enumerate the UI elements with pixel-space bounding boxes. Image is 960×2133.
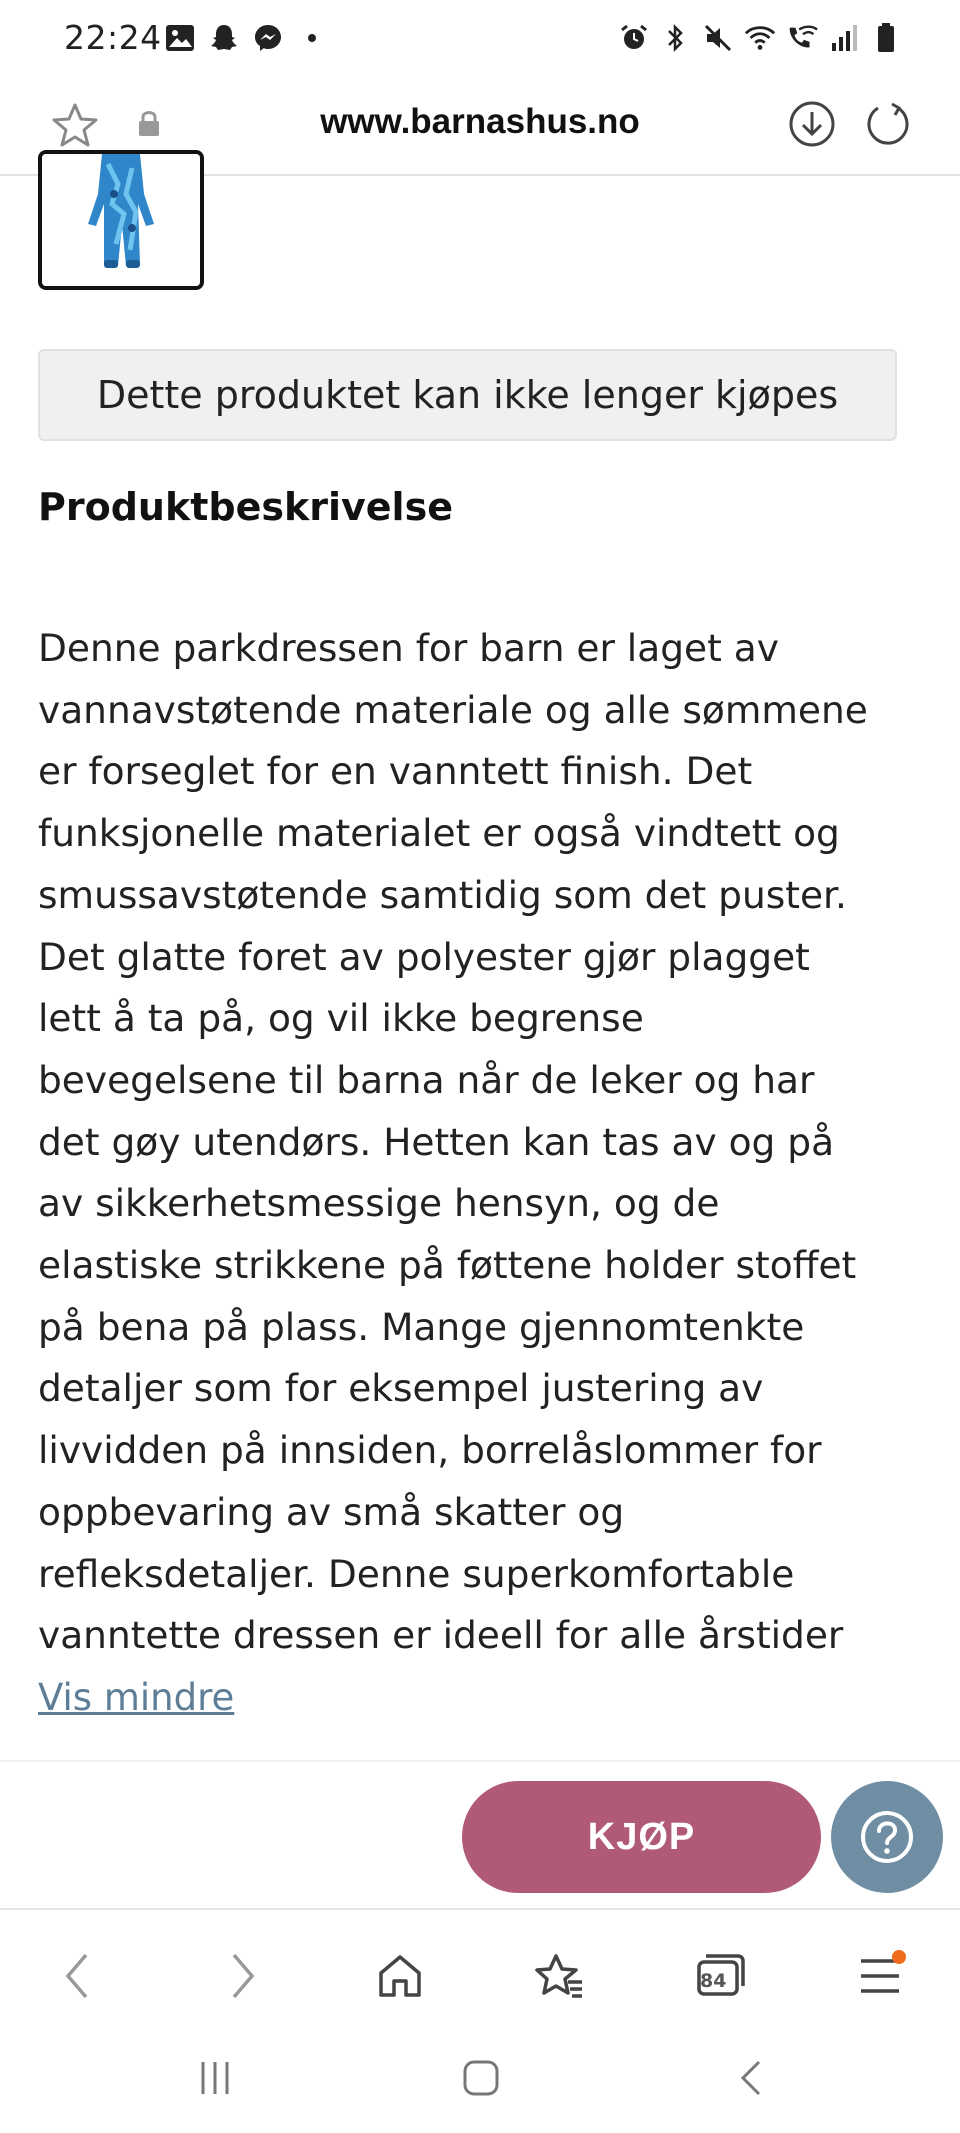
download-icon[interactable] <box>786 98 838 154</box>
buy-button[interactable]: KJØP <box>462 1781 821 1893</box>
gallery-icon <box>164 22 196 54</box>
status-bar <box>0 0 960 78</box>
product-description-text: Denne parkdressen for barn er laget av vannavstøtende materiale og alle sømmene er forseglet for en vanntett finish. Det funksjonelle materialet er også vindtett og smussavstøtende samtidig som det puster. Det glatte foret av polyester gjør plagget lett å ta på, og vil ikke begrense bevegelsene til barna når de leker og har det gøy utendørs. Hetten kan tas av og på av sikkerhetsmessige hensyn, og de elastiske strikkene på føttene holder stoffet på bena på plass. Mange gjennomtenkte detaljer som for eksempel justering av livvidden på innsiden, borrelåslommer for oppbevaring av små skatter og refleksdetaljer. Denne superkomfortable vanntette dressen er ideell for alle årstider <box>38 626 868 1658</box>
home-icon[interactable] <box>370 1946 430 2006</box>
divider <box>0 1760 960 1762</box>
product-unavailable-notice: Dette produktet kan ikke lenger kjøpes <box>38 349 897 441</box>
browser-toolbar <box>0 1908 960 2028</box>
status-time: 22:24 <box>64 18 162 57</box>
snowsuit-image <box>42 154 200 286</box>
product-description-heading: Produktbeskrivelse <box>38 485 453 529</box>
recent-apps-icon[interactable] <box>180 2048 250 2108</box>
show-less-link[interactable]: Vis mindre <box>38 1676 235 1719</box>
system-back-icon[interactable] <box>716 2048 786 2108</box>
snapchat-icon <box>208 22 240 54</box>
messenger-icon <box>252 22 284 54</box>
dot-icon <box>296 22 328 54</box>
wifi-call-icon <box>786 22 818 54</box>
tab-count: 84 <box>700 1970 727 1992</box>
battery-icon <box>870 22 902 54</box>
bluetooth-icon <box>660 22 692 54</box>
status-notification-icons <box>164 22 328 54</box>
notification-dot <box>892 1950 906 1964</box>
help-button[interactable] <box>831 1781 943 1893</box>
url-text[interactable]: www.barnashus.no <box>320 102 640 141</box>
back-icon[interactable] <box>48 1946 108 2006</box>
alarm-icon <box>618 22 650 54</box>
status-system-icons <box>618 22 902 54</box>
forward-icon[interactable] <box>212 1946 272 2006</box>
reload-icon[interactable] <box>862 98 914 154</box>
menu-icon[interactable] <box>850 1946 910 2006</box>
wifi-icon <box>744 22 776 54</box>
question-icon <box>858 1808 916 1866</box>
home-button-icon[interactable] <box>446 2048 516 2108</box>
mute-icon <box>702 22 734 54</box>
signal-icon <box>828 22 860 54</box>
system-navigation-bar <box>0 2028 960 2133</box>
tabs-icon[interactable] <box>690 1946 750 2006</box>
product-thumbnail[interactable] <box>38 150 204 290</box>
bookmarks-icon[interactable] <box>530 1946 590 2006</box>
